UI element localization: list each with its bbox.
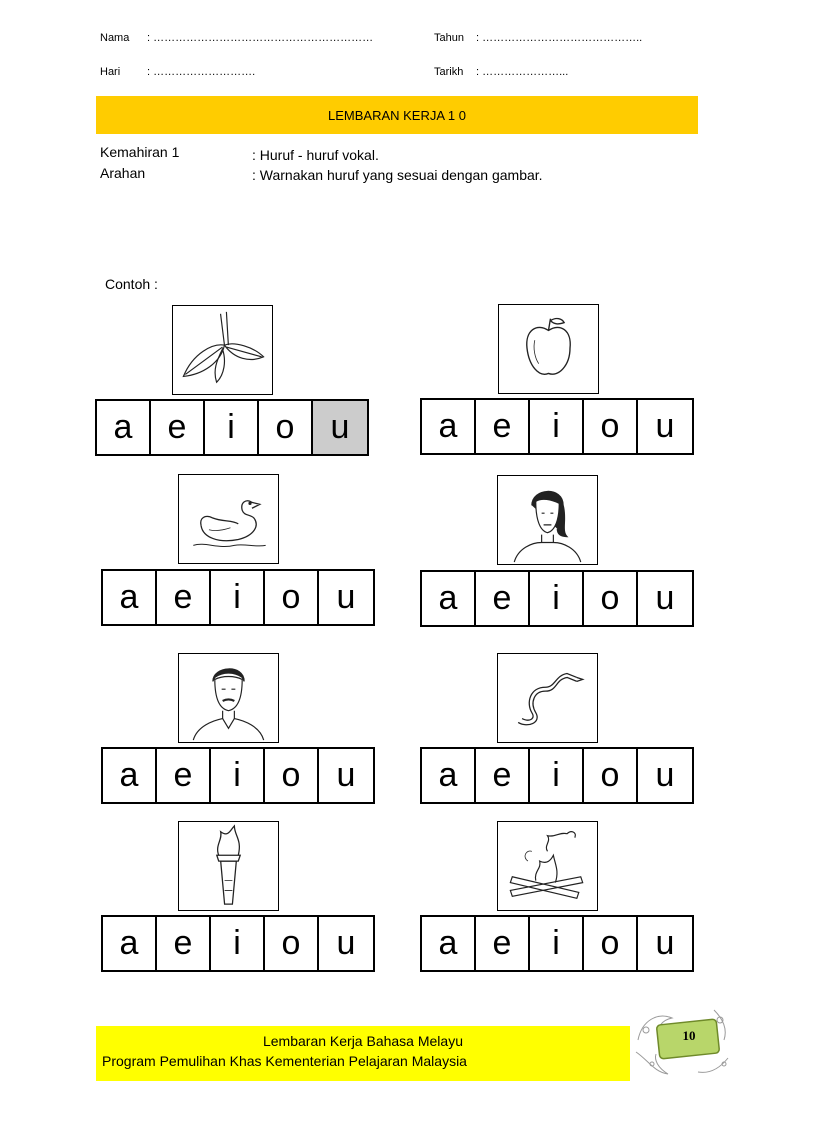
- torch-picture: [178, 821, 279, 911]
- vowel-cell-e[interactable]: e: [476, 400, 530, 453]
- footer-line-1: Lembaran Kerja Bahasa Melayu: [262, 1033, 463, 1049]
- contoh-label: Contoh :: [105, 276, 158, 292]
- tahun-label: Tahun: [434, 32, 464, 44]
- apple-picture: [498, 304, 599, 394]
- vowel-cell-e[interactable]: e: [151, 401, 205, 454]
- man-icon: [179, 654, 278, 742]
- vowel-row: [101, 915, 375, 972]
- worksheet-title-banner: [96, 96, 698, 134]
- vowel-cell-i[interactable]: i: [530, 572, 584, 625]
- vowel-cell-i[interactable]: i: [211, 917, 265, 970]
- vowel-cell-o[interactable]: o: [265, 917, 319, 970]
- vowel-cell-i[interactable]: i: [211, 749, 265, 802]
- torch-icon: [179, 822, 278, 910]
- woman-picture: [497, 475, 598, 565]
- vowel-cell-o[interactable]: o: [265, 571, 319, 624]
- duck-picture: [178, 474, 279, 564]
- tarikh-field[interactable]: : …………………...: [476, 66, 569, 78]
- page-number: 10: [682, 1028, 696, 1043]
- vowel-cell-a[interactable]: a: [103, 749, 157, 802]
- worksheet-title: LEMBARAN KERJA 1 0: [328, 107, 466, 123]
- vowel-row: [420, 398, 694, 455]
- vowel-cell-e[interactable]: e: [157, 571, 211, 624]
- hari-label: Hari: [100, 66, 121, 78]
- vowel-cell-e[interactable]: e: [157, 749, 211, 802]
- vowel-row: [101, 747, 375, 804]
- kemahiran-value: : Huruf - huruf vokal.: [252, 147, 379, 163]
- snake-picture: [497, 653, 598, 743]
- vowel-cell-o[interactable]: o: [584, 749, 638, 802]
- vowel-cell-o[interactable]: o: [584, 400, 638, 453]
- leaves-picture: [172, 305, 273, 395]
- vowel-cell-a[interactable]: a: [422, 572, 476, 625]
- vowel-cell-o[interactable]: o: [259, 401, 313, 454]
- vowel-cell-o[interactable]: o: [584, 572, 638, 625]
- vowel-cell-a[interactable]: a: [422, 400, 476, 453]
- nama-field[interactable]: : ……………………………………………………: [147, 32, 374, 44]
- vowel-cell-o[interactable]: o: [584, 917, 638, 970]
- vowel-cell-u[interactable]: u: [319, 917, 373, 970]
- kemahiran-label: Kemahiran 1: [100, 144, 180, 160]
- footer-banner: [96, 1026, 630, 1081]
- vowel-cell-a[interactable]: a: [103, 571, 157, 624]
- vowel-cell-i[interactable]: i: [205, 401, 259, 454]
- vowel-row: [420, 747, 694, 804]
- campfire-picture: [497, 821, 598, 911]
- snake-icon: [498, 654, 597, 742]
- vowel-cell-i[interactable]: i: [530, 917, 584, 970]
- vowel-cell-u[interactable]: u: [319, 749, 373, 802]
- arahan-label: Arahan: [100, 165, 146, 181]
- vowel-cell-i[interactable]: i: [530, 400, 584, 453]
- vowel-row: [95, 399, 369, 456]
- vowel-cell-o[interactable]: o: [265, 749, 319, 802]
- vowel-cell-i[interactable]: i: [530, 749, 584, 802]
- vowel-row: [420, 915, 694, 972]
- vowel-cell-u[interactable]: u: [638, 749, 692, 802]
- hari-field[interactable]: : ……………………….: [147, 66, 256, 78]
- vowel-cell-u[interactable]: u: [319, 571, 373, 624]
- vowel-cell-a[interactable]: a: [97, 401, 151, 454]
- woman-icon: [498, 476, 597, 564]
- vowel-cell-i[interactable]: i: [211, 571, 265, 624]
- vowel-cell-a[interactable]: a: [422, 917, 476, 970]
- campfire-icon: [498, 822, 597, 910]
- nama-label: Nama: [100, 32, 130, 44]
- vowel-cell-u[interactable]: u: [638, 572, 692, 625]
- footer-line-2: Program Pemulihan Khas Kementerian Pelajaran Malaysia: [102, 1053, 467, 1069]
- vowel-row: [420, 570, 694, 627]
- vowel-cell-e[interactable]: e: [476, 749, 530, 802]
- tarikh-label: Tarikh: [434, 66, 464, 78]
- tahun-field[interactable]: : ……………………………………..: [476, 32, 643, 44]
- vowel-cell-u[interactable]: u: [638, 400, 692, 453]
- man-picture: [178, 653, 279, 743]
- vowel-cell-e[interactable]: e: [157, 917, 211, 970]
- vowel-cell-u[interactable]: u: [638, 917, 692, 970]
- vowel-cell-a[interactable]: a: [103, 917, 157, 970]
- page-number-badge: [628, 1000, 738, 1080]
- vowel-cell-a[interactable]: a: [422, 749, 476, 802]
- duck-icon: [179, 475, 278, 563]
- arahan-value: : Warnakan huruf yang sesuai dengan gambar.: [252, 167, 543, 183]
- vowel-cell-e[interactable]: e: [476, 572, 530, 625]
- apple-icon: [499, 305, 598, 393]
- vowel-cell-u[interactable]: u: [313, 401, 367, 454]
- leaves-icon: [173, 306, 272, 394]
- vowel-row: [101, 569, 375, 626]
- vowel-cell-e[interactable]: e: [476, 917, 530, 970]
